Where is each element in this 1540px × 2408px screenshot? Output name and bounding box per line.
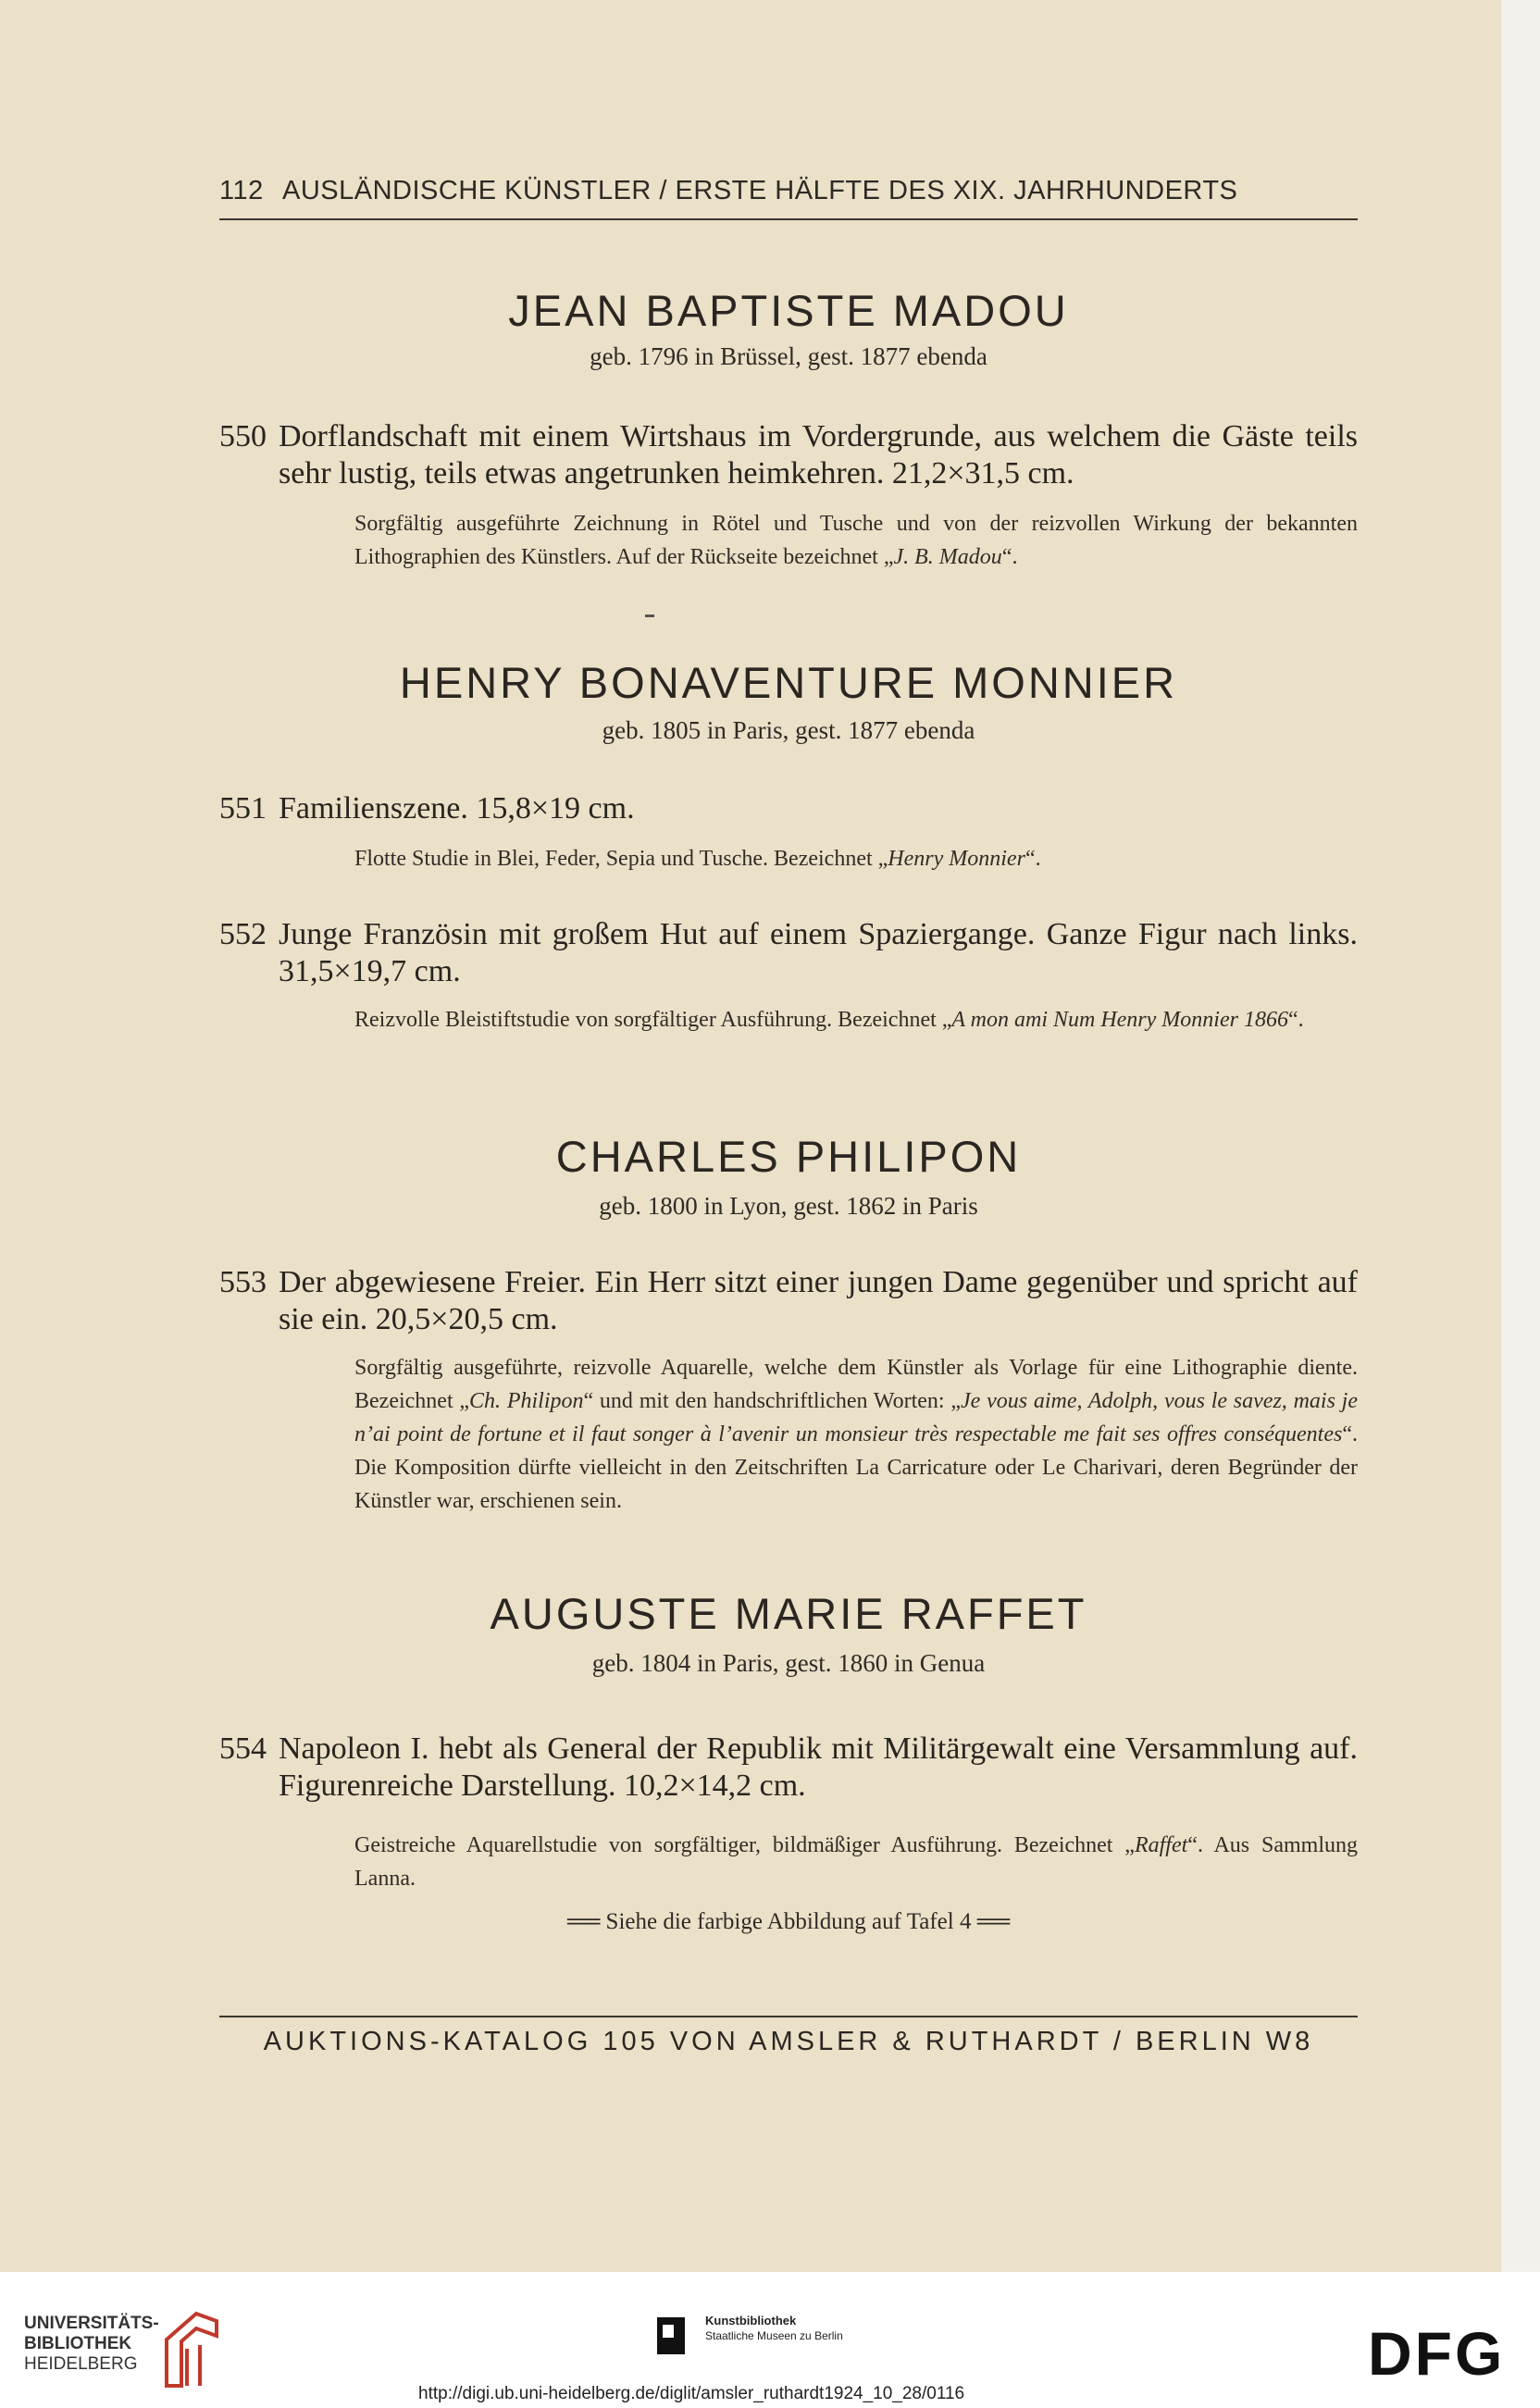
signature-text: Raffet — [1134, 1833, 1188, 1857]
artist-life-dates: geb. 1804 in Paris, gest. 1860 in Genua — [591, 1649, 986, 1677]
signature-text: Ch. Philipon — [469, 1389, 584, 1413]
library-line: HEIDELBERG — [24, 2354, 138, 2374]
lot-entry — [219, 1731, 1358, 1805]
description-text: Sorgfältig ausgeführte, reizvolle Aquarelle, welche dem Künstler als Vorlage für eine Lithographie diente. Bezeichnet „ — [354, 1356, 1358, 1413]
library-logo-icon — [159, 2308, 224, 2391]
artist-heading: CHARLES PHILIPON — [555, 1132, 1022, 1181]
artist-life-dates: geb. 1800 in Lyon, gest. 1862 in Paris — [599, 1192, 978, 1220]
description-text: “. — [1287, 1008, 1304, 1032]
section-dash — [645, 614, 654, 617]
library-line: BIBLIOTHEK — [24, 2334, 132, 2353]
lot-entry — [219, 1264, 1358, 1338]
library-line: UNIVERSITÄTS- — [24, 2314, 159, 2333]
lot-description — [276, 1351, 1358, 1518]
signature-text: A mon ami Num Henry Monnier 1866 — [951, 1008, 1288, 1032]
lot-entry — [219, 916, 1358, 990]
lot-title: Junge Französin mit großem Hut auf einem Spaziergange. Ganze Figur nach links. 31,5×19,7 cm. — [279, 917, 1358, 988]
description-text: Reizvolle Bleistiftstudie von sorgfältiger Ausführung. Bezeichnet „ — [354, 1008, 952, 1032]
description-text: “. Aus Sammlung Lanna. — [354, 1833, 1358, 1891]
library-name — [24, 2314, 159, 2375]
dfg-logo: DFG — [1368, 2319, 1506, 2388]
lot-title: Dorflandschaft mit einem Wirtshaus im Vordergrunde, aus welchem die Gäste teils sehr lustig, teils etwas angetrunken heimkehren. 21,2×31,5 cm. — [279, 419, 1358, 490]
description-text: “. — [1001, 545, 1018, 569]
lot-number: 553 — [219, 1265, 267, 1299]
page-number: 112 — [219, 176, 264, 205]
signature-text: J. B. Madou — [893, 545, 1002, 569]
artist-heading: JEAN BAPTISTE MADOU — [508, 286, 1069, 335]
kunstbibliothek-logo-icon — [657, 2317, 685, 2354]
description-text: Geistreiche Aquarellstudie von sorgfältiger, bildmäßiger Ausführung. Bezeichnet „ — [354, 1833, 1135, 1857]
description-text: “ und mit den handschriftlichen Worten: „ — [583, 1389, 961, 1413]
quoted-inscription: Je vous aime, Adolph, vous le savez, mais je n’ai point de fortune et il faut songer à l’avenir un monsieur très respectable me fait ses offres conséquentes — [354, 1389, 1359, 1446]
lot-title: Napoleon I. hebt als General der Republik mit Militärgewalt eine Versammlung auf. Figurenreiche Darstellung. 10,2×14,2 cm. — [279, 1732, 1358, 1803]
lot-number: 551 — [219, 791, 267, 825]
signature-text: Henry Monnier — [888, 847, 1025, 871]
lot-title: Der abgewiesene Freier. Ein Herr sitzt einer jungen Dame gegenüber und spricht auf sie ein. 20,5×20,5 cm. — [279, 1265, 1358, 1336]
lot-number: 550 — [219, 419, 267, 453]
catalog-footer: AUKTIONS-KATALOG 105 VON AMSLER & RUTHARDT / BERLIN W8 — [263, 2027, 1314, 2056]
artist-heading: AUGUSTE MARIE RAFFET — [490, 1589, 1087, 1638]
lot-description — [276, 1829, 1358, 1895]
lot-number: 552 — [219, 917, 267, 951]
lot-description — [276, 842, 1358, 875]
footer-rule — [219, 2016, 1358, 2017]
description-text: Flotte Studie in Blei, Feder, Sepia und Tusche. Bezeichnet „ — [354, 847, 888, 871]
kb-title: Kunstbibliothek — [705, 2314, 797, 2327]
artist-life-dates: geb. 1796 in Brüssel, gest. 1877 ebenda — [590, 342, 987, 370]
kb-subtitle: Staatliche Museen zu Berlin — [705, 2329, 843, 2342]
description-text: “. — [1025, 847, 1041, 871]
lot-description — [276, 1003, 1358, 1036]
artist-heading: HENRY BONAVENTURE MONNIER — [399, 658, 1178, 707]
header-rule — [219, 218, 1358, 220]
lot-description — [276, 507, 1358, 574]
plate-reference: ══ Siehe die farbige Abbildung auf Tafel 4 ══ — [566, 1909, 1011, 1934]
kunstbibliothek-label — [705, 2314, 843, 2343]
lot-entry — [219, 790, 1358, 827]
description-text: Sorgfältig ausgeführte Zeichnung in Rötel und Tusche und von der reizvollen Wirkung der bekannten Lithographien des Künstlers. Auf der Rückseite bezeichnet „ — [354, 512, 1358, 569]
page-edge — [1501, 0, 1540, 2272]
running-title: AUSLÄNDISCHE KÜNSTLER / ERSTE HÄLFTE DES XIX. JAHRHUNDERTS — [282, 176, 1238, 205]
lot-number: 554 — [219, 1732, 267, 1766]
artist-life-dates: geb. 1805 in Paris, gest. 1877 ebenda — [602, 716, 975, 744]
description-text: “. Die Komposition dürfte vielleicht in den Zeitschriften La Carricature oder Le Charivari, deren Begründer der Künstler war, erschienen sein. — [354, 1422, 1358, 1513]
permalink-url[interactable]: http://digi.ub.uni-heidelberg.de/diglit/amsler_ruthardt1924_10_28/0116 — [418, 2384, 965, 2403]
lot-title: Familienszene. 15,8×19 cm. — [279, 791, 635, 825]
running-header — [219, 176, 1358, 206]
lot-entry — [219, 418, 1358, 492]
